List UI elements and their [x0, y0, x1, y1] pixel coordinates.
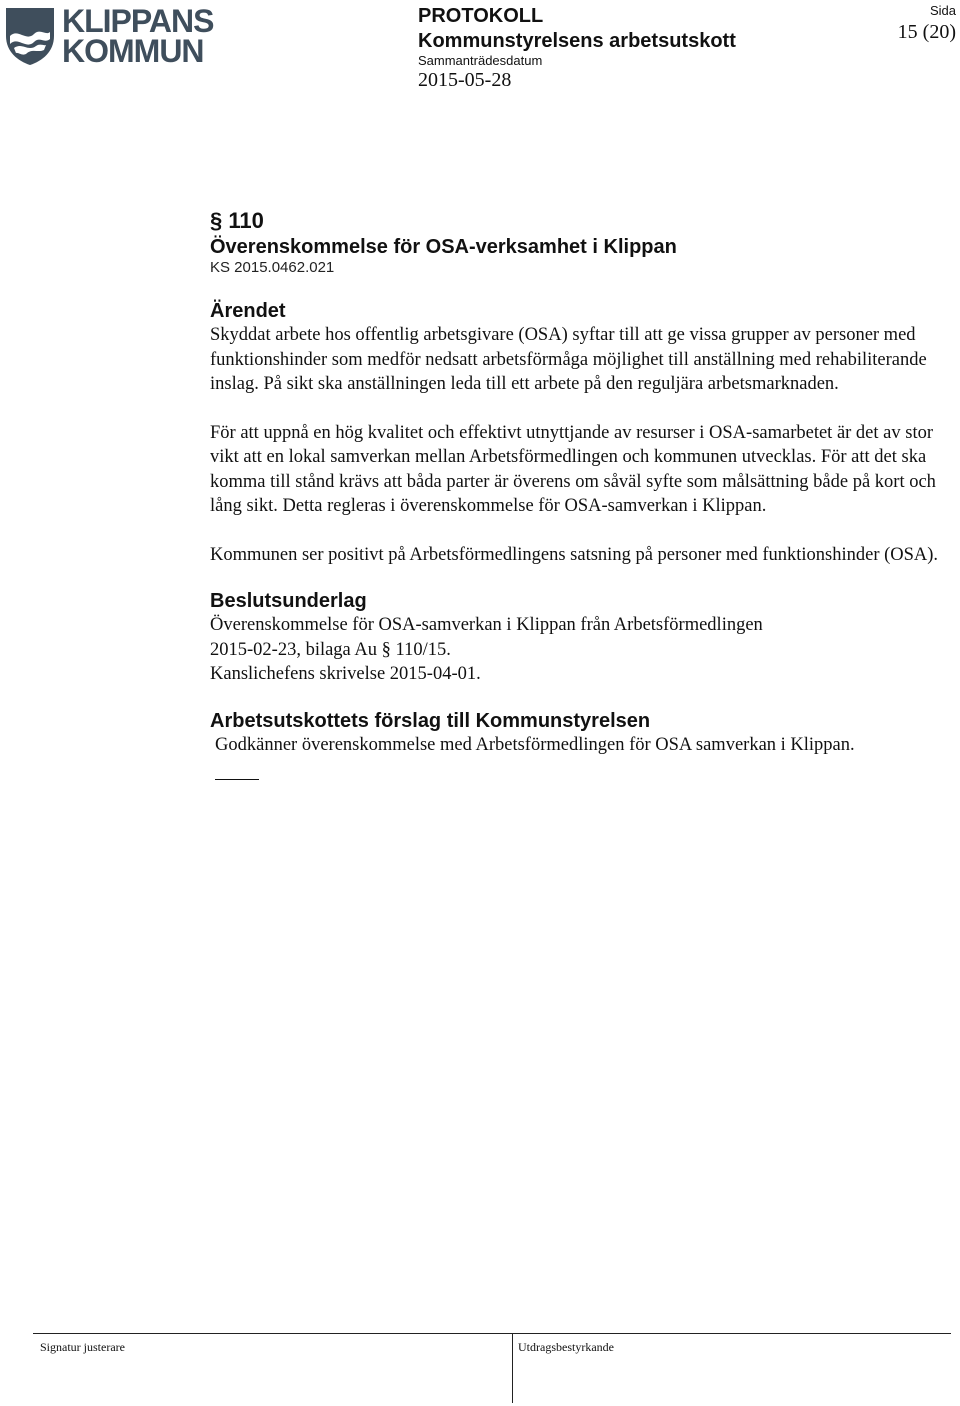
logo-wordmark	[62, 3, 218, 69]
footer-divider	[33, 1333, 951, 1334]
certification-label: Utdragsbestyrkande	[518, 1340, 614, 1354]
arendet-paragraph-3: Kommunen ser positivt på Arbetsförmedlingens satsning på personer med funktionshinder (OSA).	[210, 544, 939, 565]
arendet-paragraph-1: Skyddat arbete hos offentlig arbetsgivare (OSA) syftar till att ge vissa grupper av personer med funktionshinder som medför nedsatt arbetsförmåga möjlighet till anställning med rehabiliterande inslag. På sikt ska anställningen leda till ett arbete på den reguljära arbetsmarknaden.	[210, 325, 927, 394]
forslag-text: Godkänner överenskommelse med Arbetsförmedlingen för OSA samverkan i Klippan.	[215, 734, 855, 755]
municipal-shield-icon	[4, 6, 56, 66]
section-sign-icon: §	[210, 208, 223, 233]
logo-line-1: KLIPPANS	[62, 3, 214, 39]
beslutsunderlag-heading: Beslutsunderlag	[210, 590, 367, 612]
logo-line-2: KOMMUN	[62, 33, 204, 69]
section-title: Överenskommelse för OSA-verksamhet i Klippan	[210, 236, 677, 258]
forslag-heading: Arbetsutskottets förslag till Kommunstyrelsen	[210, 709, 651, 732]
page-number: 15 (20)	[897, 21, 956, 43]
signature-label: Signatur justerare	[40, 1340, 125, 1354]
klippans-kommun-logo	[4, 3, 216, 69]
committee-name: Kommunstyrelsens arbetsutskott	[418, 30, 736, 52]
footer-vertical-divider	[512, 1333, 513, 1403]
case-number: KS 2015.0462.021	[210, 259, 335, 276]
beslutsunderlag-item-1-line-a: Överenskommelse för OSA-samverkan i Klippan från Arbetsförmedlingen	[210, 615, 763, 635]
document-type: PROTOKOLL	[418, 5, 544, 27]
beslutsunderlag-ref: 110/15.	[395, 639, 451, 660]
arendet-paragraph-2: För att uppnå en hög kvalitet och effektivt utnyttjande av resurser i OSA-samarbetet är det av stor vikt att en lokal samverkan mellan Arbetsförmedlingen och kommunen utvecklas. För att det ska komma till stånd krävs att båda parter är överens om såväl syfte som målsättning både på kort och lång sikt. Detta regleras i överenskommelse för OSA-samverkan i Klippan.	[210, 422, 936, 516]
closing-rule	[215, 767, 259, 780]
meeting-date-label: Sammanträdesdatum	[418, 53, 543, 68]
beslutsunderlag-item-1-line-b: 2015-02-23, bilaga Au	[210, 639, 377, 660]
page-label: Sida	[929, 3, 956, 18]
section-number-value: 110	[228, 208, 264, 233]
section-sign-icon: §	[381, 639, 391, 660]
beslutsunderlag-item-2: Kanslichefens skrivelse 2015-04-01.	[210, 664, 481, 684]
section-number	[210, 208, 940, 234]
beslutsunderlag-item-1	[210, 613, 940, 662]
arendet-heading: Ärendet	[210, 300, 286, 322]
meeting-date: 2015-05-28	[418, 69, 512, 91]
protocol-content	[210, 208, 940, 780]
